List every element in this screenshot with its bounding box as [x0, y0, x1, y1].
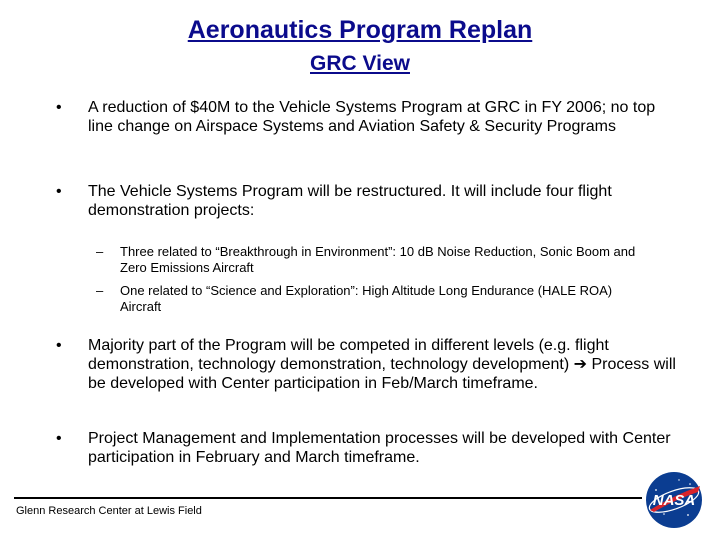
- nasa-logo: [644, 470, 704, 530]
- slide-title: Aeronautics Program Replan: [187, 16, 533, 44]
- sub-bullet-text: One related to “Science and Exploration”: High Altitude Long Endurance (HALE ROA) Aircraft: [120, 283, 613, 314]
- nasa-logo-wordmark: NASA: [652, 492, 696, 509]
- sub-bullet-marker: –: [96, 244, 104, 259]
- bullet-marker: •: [56, 183, 62, 200]
- footer-org-name: Glenn Research Center at Lewis Field: [16, 505, 202, 517]
- bullet-text: A reduction of $40M to the Vehicle Systems Program at GRC in FY 2006; no top line change on Airspace Systems and Aviation Safety & Security Programs: [88, 99, 656, 135]
- slide-subtitle: GRC View: [310, 52, 410, 75]
- bullet-text: Majority part of the Program will be competed in different levels (e.g. flight demonstration, technology demonstration, technology development) ➔ Process will be developed with Center participation in Feb/March timeframe.: [88, 337, 676, 392]
- bullet-marker: •: [56, 430, 62, 447]
- bullet-text: The Vehicle Systems Program will be restructured. It will include four flight demonstration projects:: [88, 183, 612, 219]
- sub-bullet-text: Three related to “Breakthrough in Environment”: 10 dB Noise Reduction, Sonic Boom and Zero Emissions Aircraft: [120, 244, 636, 275]
- sub-bullet-marker: –: [96, 283, 104, 298]
- bullet-marker: •: [56, 337, 62, 354]
- footer-divider: [14, 497, 642, 499]
- bullet-text: Project Management and Implementation processes will be developed with Center participation in February and March timeframe.: [88, 430, 671, 466]
- bullet-marker: •: [56, 99, 62, 116]
